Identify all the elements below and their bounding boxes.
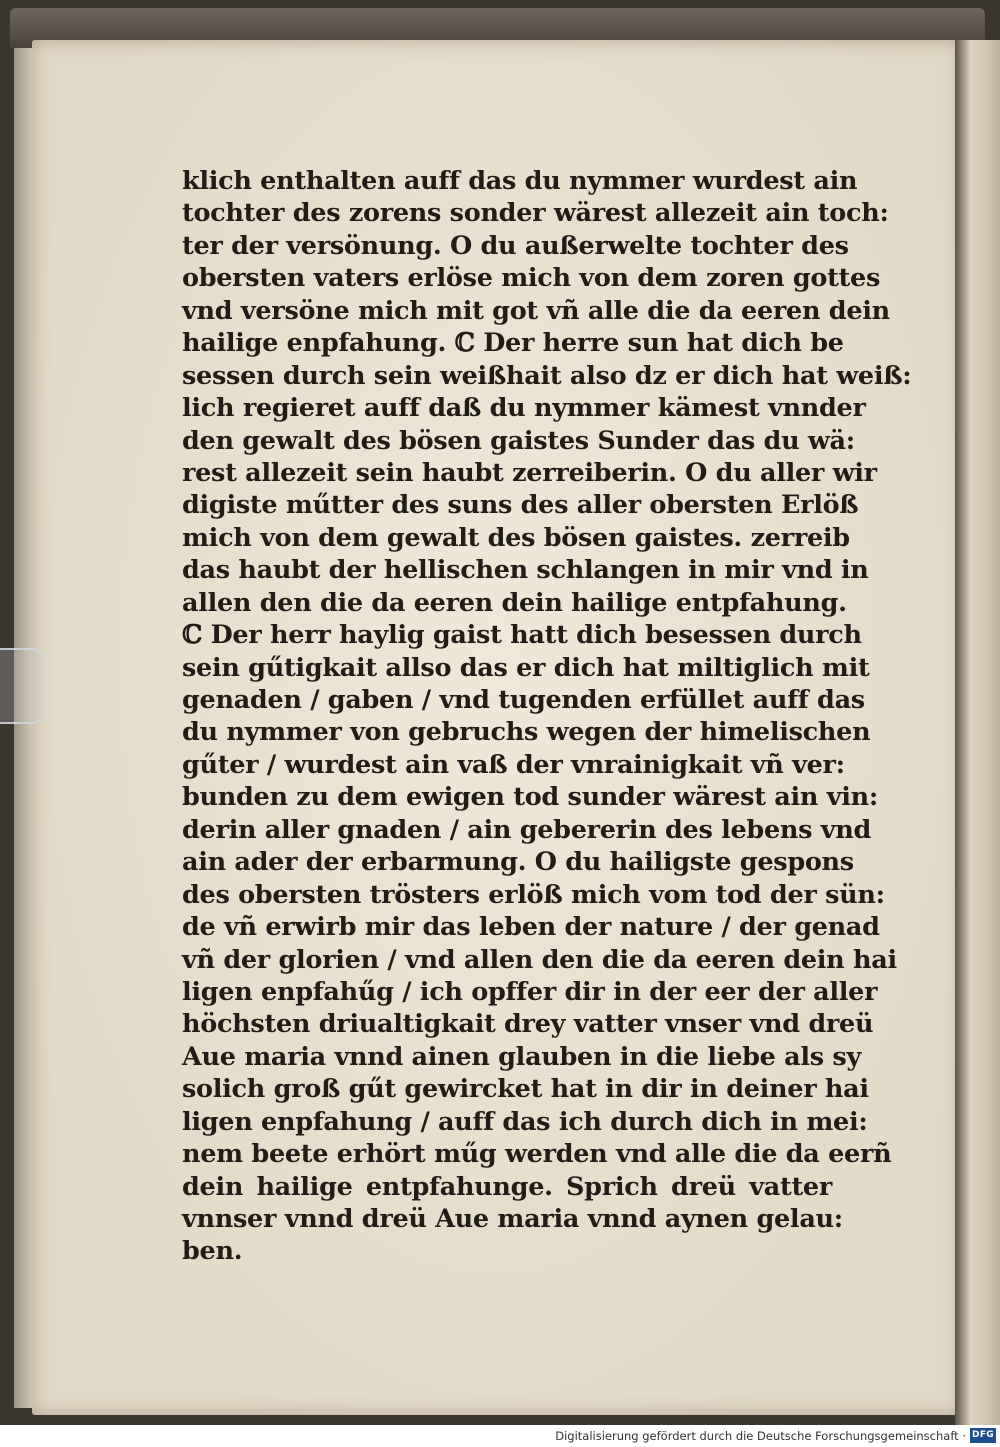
text-line: vñ der glorien / vnd allen den die da eeren dein hai	[182, 944, 897, 975]
book-gutter	[955, 40, 1000, 1425]
text-line: vnnser vnnd dreü Aue maria vnnd aynen gelau:	[182, 1204, 843, 1234]
text-line: genaden / gaben / vnd tugenden erfüllet auff das	[182, 685, 865, 715]
page-stack-edge	[14, 48, 34, 1408]
text-line: tochter des zorens sonder wärest allezeit ain toch:	[182, 198, 889, 229]
text-line: ℂ Der herr haylig gaist hatt dich besessen durch	[182, 620, 862, 651]
text-line: obersten vaters erlöse mich von dem zoren gottes	[182, 263, 881, 294]
text-line: klich enthalten auff das du nymmer wurdest ain	[182, 166, 858, 196]
text-line: gűter / wurdest ain vaß der vnrainigkait vñ ver:	[182, 749, 845, 780]
text-line: solich groß gűt gewircket hat in dir in deiner hai	[182, 1074, 869, 1105]
text-line: bunden zu dem ewigen tod sunder wärest ain vin:	[182, 782, 878, 813]
funding-credit: Digitalisierung gefördert durch die Deutsche Forschungsgemeinschaft ·	[555, 1429, 966, 1443]
dfg-logo: DFG	[970, 1428, 996, 1443]
text-line: den gewalt des bösen gaistes Sunder das du wä:	[182, 425, 855, 456]
page-clip	[0, 648, 46, 724]
text-line: ain ader der erbarmung. O du hailigste gespons	[182, 847, 854, 878]
text-line: derin aller gnaden / ain gebererin des lebens vnd	[182, 814, 872, 845]
text-line: dein hailige entpfahunge. Sprich dreü vatter	[182, 1171, 832, 1202]
text-line: mich von dem gewalt des bösen gaistes. zerreib	[182, 522, 850, 553]
page-text	[182, 165, 912, 1268]
text-line: digiste műtter des suns des aller obersten Erlöß	[182, 490, 859, 521]
text-line: sessen durch sein weißhait also dz er dich hat weiß:	[182, 360, 912, 391]
text-line: lich regieret auff daß du nymmer kämest vnnder	[182, 393, 866, 424]
text-line: nem beete erhört műg werden vnd alle die da eerñ	[182, 1139, 892, 1170]
text-line: ben.	[182, 1236, 243, 1267]
text-line: ter der versönung. O du außerwelte tochter des	[182, 230, 849, 261]
text-line: du nymmer von gebruchs wegen der himelischen	[182, 717, 871, 748]
text-line: ligen enpfahung / auff das ich durch dich in mei:	[182, 1106, 868, 1137]
text-line: sein gűtigkait allso das er dich hat miltiglich mit	[182, 652, 870, 683]
text-line: ligen enpfahűg / ich opffer dir in der eer der aller	[182, 976, 878, 1007]
footer-bar	[0, 1425, 1000, 1447]
text-line: Aue maria vnnd ainen glauben in die liebe als sy	[182, 1041, 861, 1072]
text-line: hailige enpfahung. ℂ Der herre sun hat dich be	[182, 328, 844, 359]
text-line: höchsten driualtigkait drey vatter vnser vnd dreü	[182, 1009, 874, 1040]
text-line: allen den die da eeren dein hailige entpfahung.	[182, 587, 847, 618]
text-line: das haubt der hellischen schlangen in mir vnd in	[182, 555, 869, 586]
text-line: des obersten trösters erlöß mich vom tod der sün:	[182, 879, 885, 910]
text-line: vnd versöne mich mit got vñ alle die da eeren dein	[182, 295, 890, 326]
text-line: rest allezeit sein haubt zerreiberin. O du aller wir	[182, 457, 877, 488]
text-line: de vñ erwirb mir das leben der nature / der genad	[182, 912, 880, 943]
